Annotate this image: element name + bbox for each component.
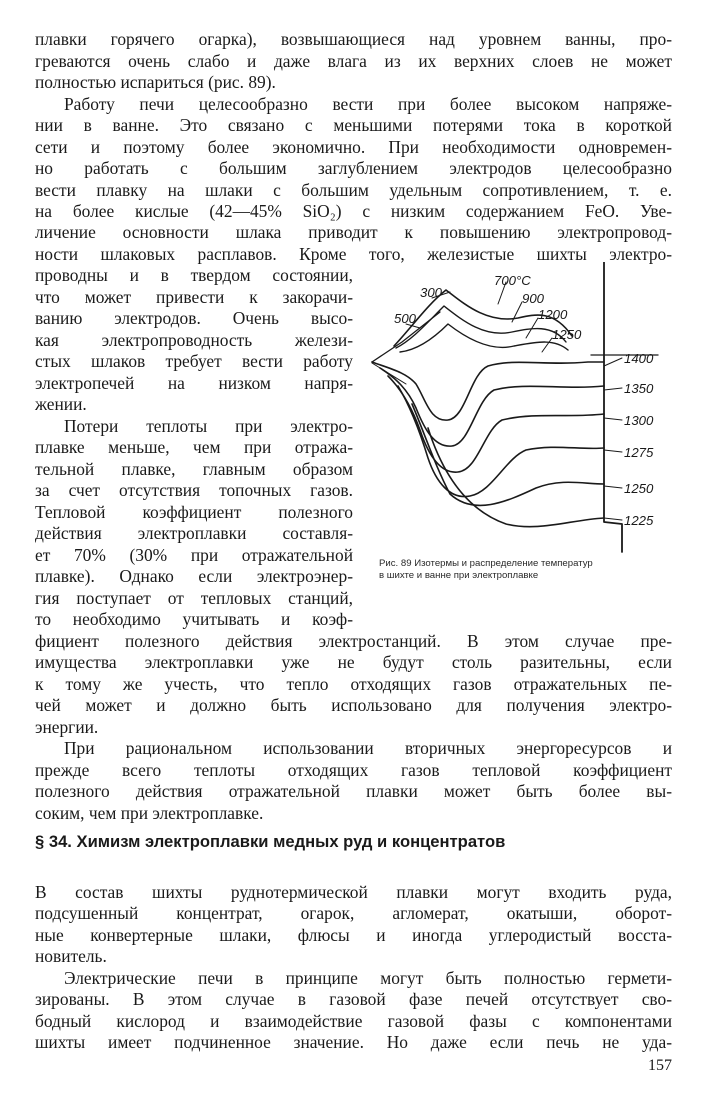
text-line: действия электроплавки составля-: [35, 523, 353, 543]
leader-line-1400: [604, 358, 622, 366]
isotherm-1275: [398, 386, 604, 497]
text-line: плавке меньше, чем при отража-: [35, 437, 353, 457]
isotherm-label-1225: 1225: [624, 513, 654, 528]
isotherm-label-1350: 1350: [624, 381, 654, 396]
text-line: то необходимо учитывать и коэф-: [35, 609, 353, 629]
text-line: Потери теплоты при электро-: [64, 416, 353, 436]
text-line: имущества электроплавки уже не будут столь разительны, если: [35, 652, 672, 672]
text-line: зированы. В этом случае в газовой фазе печей отсутствует сво-: [35, 989, 672, 1009]
figure-caption-line: Рис. 89 Изотермы и распределение температур: [379, 558, 593, 569]
text-line: но работать с большим заглублением электродов целесообразно: [35, 158, 672, 178]
text-line: ные конвертерные шлаки, флюсы и иногда углеродистый восста-: [35, 925, 672, 945]
text-line: гия поступает от тепловых станций,: [35, 588, 353, 608]
text-line: чей может и должно быть использовано для получения электро-: [35, 695, 672, 715]
leader-line-1300: [604, 418, 622, 420]
text-line: тельной плавке, главным образом: [35, 459, 353, 479]
text-line: шихты имеет подчиненное значение. Но даже если печь не уда-: [35, 1032, 672, 1052]
text-line: новитель.: [35, 946, 107, 966]
text-line: что может привести к закорачи-: [35, 287, 353, 307]
text-line: электропечей на низком напря-: [35, 373, 353, 393]
isotherm-label-1275: 1275: [624, 445, 654, 460]
text-line: прежде всего теплоты отходящих газов тепловой коэффициент: [35, 760, 672, 780]
figure-caption-line: в шихте и ванне при электроплавке: [379, 570, 539, 581]
text-line: фициент полезного действия электростанций. В этом случае пре-: [35, 631, 672, 651]
text-line: Электрические печи в принципе могут быть полностью гермети-: [64, 968, 672, 988]
text-line: греваются очень слабо и даже влага из их верхних слоев не может: [35, 51, 672, 71]
text-line: плавке). Однако если электроэнер-: [35, 566, 353, 586]
text-line: ности шлаковых расплавов. Кроме того, железистые шихты электро-: [35, 244, 672, 264]
text-line: плавки горячего огарка), возвышающиеся над уровнем ванны, про-: [35, 29, 672, 49]
isotherm-label-1250: 1250: [552, 327, 582, 342]
text-line: Тепловой коэффициент полезного: [35, 502, 353, 522]
isotherm-label-1200: 1200: [538, 307, 568, 322]
page-number: 157: [648, 1057, 672, 1074]
leader-line-1250: [542, 338, 552, 352]
leader-line-1225: [604, 518, 622, 520]
isotherm-label-1400: 1400: [624, 351, 654, 366]
isotherm-label-900: 900: [522, 291, 545, 306]
text-line: В состав шихты руднотермической плавки могут входить руда,: [35, 882, 672, 902]
section-heading: § 34. Химизм электроплавки медных руд и концентратов: [35, 832, 506, 851]
text-line: на более кислые (42—45% SiO₂) с низким содержанием FeO. Уве-: [35, 201, 672, 221]
furnace-wall: [604, 262, 622, 552]
leader-line-1275: [604, 450, 622, 452]
text-line: личение основности шлака приводит к повышению электропровод-: [35, 222, 672, 242]
isotherm-label-700: 700°C: [494, 273, 531, 288]
text-line: подсушенный концентрат, огарок, агломерат, окатыши, оборот-: [35, 903, 672, 923]
text-line: Работу печи целесообразно вести при более высоком напряже-: [64, 94, 672, 114]
text-line: кая электропроводность желези-: [35, 330, 353, 350]
figure-isotherms: [366, 262, 686, 602]
text-line: При рациональном использовании вторичных энергоресурсов и: [64, 738, 672, 758]
leader-line-1350: [604, 388, 622, 390]
text-line: к тому же учесть, что тепло отходящих газов отражательных пе-: [35, 674, 672, 694]
isotherm-label-500: 500: [394, 311, 417, 326]
isotherm-label-300: 300: [420, 285, 443, 300]
leader-line-1250b: [604, 486, 622, 488]
text-line: ет 70% (30% при отражательной: [35, 545, 353, 565]
text-line: ванию электродов. Очень высо-: [35, 308, 353, 328]
text-line: соким, чем при электроплавке.: [35, 803, 264, 823]
leader-line-900: [512, 302, 522, 322]
text-line: полностью испариться (рис. 89).: [35, 72, 276, 92]
isotherm-1225: [428, 428, 604, 527]
text-line: сети и поэтому более экономично. При необходимости одновремен-: [35, 137, 672, 157]
text-line: вести плавку на шлаки с большим удельным сопротивлением, т. е.: [35, 180, 672, 200]
text-line: за счет отсутствия топочных газов.: [35, 480, 353, 500]
text-line: полезного действия отражательной плавки может быть более вы-: [35, 781, 672, 801]
isotherm-label-1250b: 1250: [624, 481, 654, 496]
text-line: бодный кислород и взаимодействие газовой фазы с компонентами: [35, 1011, 672, 1031]
text-line: жении.: [35, 394, 87, 414]
text-line: нии в ванне. Это связано с меньшими потерями тока в короткой: [35, 115, 672, 135]
text-line: стых шлаков требует вести работу: [35, 351, 353, 371]
isotherm-label-1300: 1300: [624, 413, 654, 428]
text-line: энергии.: [35, 717, 99, 737]
text-line: проводны и в твердом состоянии,: [35, 265, 353, 285]
